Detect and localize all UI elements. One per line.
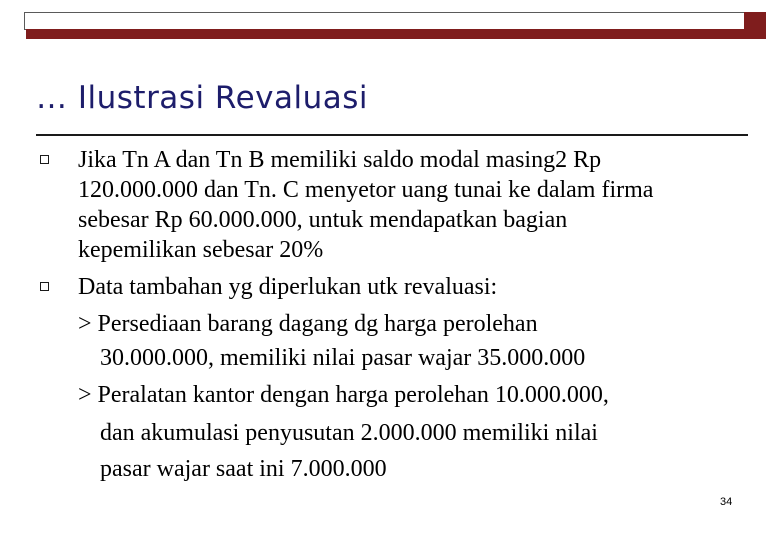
top-bar-outline: [24, 12, 766, 30]
bullet-2-line-1: Data tambahan yg diperlukan utk revaluasi:: [78, 274, 498, 300]
bullet-2-line-4: > Peralatan kantor dengan harga perolehan 10.000.000,: [78, 382, 609, 408]
bullet-1-line-2: 120.000.000 dan Tn. C menyetor uang tunai ke dalam firma: [78, 177, 654, 203]
bullet-1-line-4: kepemilikan sebesar 20%: [78, 237, 324, 263]
top-bar-square: [744, 12, 766, 34]
bullet-1-line-1: Jika Tn A dan Tn B memiliki saldo modal masing2 Rp: [78, 147, 602, 173]
slide-page-number: 34: [720, 496, 733, 508]
bullet-2-line-2: > Persediaan barang dagang dg harga perolehan: [78, 311, 538, 337]
bullet-2-line-5: dan akumulasi penyusutan 2.000.000 memiliki nilai: [100, 420, 598, 446]
bullet-2-line-6: pasar wajar saat ini 7.000.000: [100, 456, 387, 482]
bullet-2-line-3: 30.000.000, memiliki nilai pasar wajar 35.000.000: [100, 345, 586, 371]
bullet-1-line-3: sebesar Rp 60.000.000, untuk mendapatkan bagian: [78, 207, 568, 233]
slide-title: … Ilustrasi Revaluasi: [36, 80, 369, 116]
square-bullet-icon: [40, 282, 49, 291]
square-bullet-icon: [40, 155, 49, 164]
title-divider: [36, 134, 748, 136]
top-bar-fill: [26, 29, 766, 39]
